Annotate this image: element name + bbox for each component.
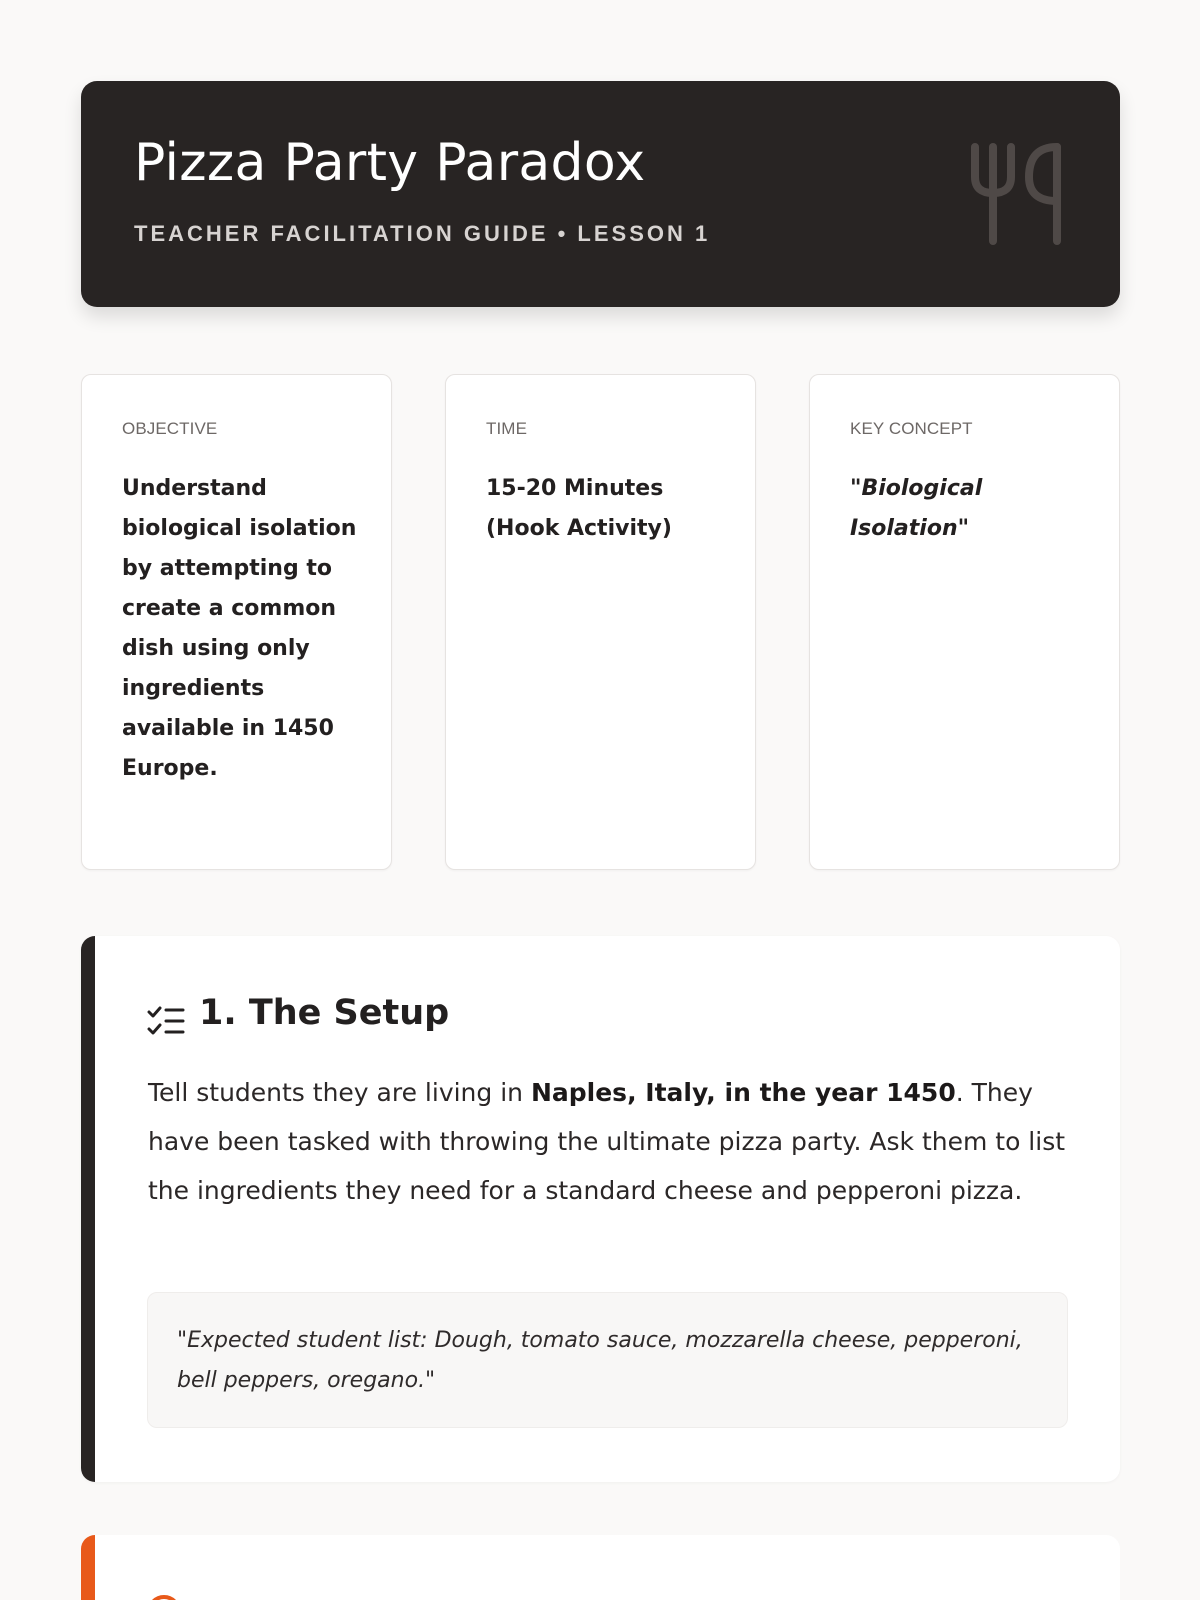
circle-icon (147, 1595, 181, 1600)
body-text-end: . They have been tasked with throwing the ultimate pizza party. Ask them to list the ingredients they need for a standard cheese and pepperoni pizza. (148, 1078, 1066, 1205)
section-accent-bar-orange (81, 1535, 95, 1600)
key-concept-card (809, 374, 1120, 870)
expected-answer-text: "Expected student list: Dough, tomato sauce, mozzarella cheese, pepperoni, bell peppers, oregano." (177, 1328, 1023, 1393)
page-subtitle: TEACHER FACILITATION GUIDE • LESSON 1 (134, 221, 711, 246)
setup-section (81, 936, 1120, 1482)
expected-answer-box (147, 1292, 1068, 1428)
time-card (445, 374, 756, 870)
lesson-header (81, 81, 1120, 307)
body-text-start: Tell students they are living in (148, 1078, 531, 1107)
key-concept-value: "Biological Isolation" (850, 476, 983, 541)
section-accent-bar (81, 936, 95, 1482)
next-section (81, 1535, 1120, 1600)
time-label: TIME (486, 419, 528, 438)
utensils-icon (967, 141, 1067, 247)
objective-card (81, 374, 392, 870)
section-body (148, 1068, 1068, 1215)
objective-value: Understand biological isolation by attempting to create a common dish using only ingredients available in 1450 Europe. (122, 476, 357, 781)
checklist-icon (147, 1004, 185, 1038)
key-concept-label: KEY CONCEPT (850, 419, 973, 438)
page-title: Pizza Party Paradox (134, 133, 646, 193)
time-value: 15-20 Minutes (Hook Activity) (486, 476, 672, 541)
section-heading: 1. The Setup (199, 993, 450, 1033)
body-highlight: Naples, Italy, in the year 1450 (530, 1078, 956, 1107)
objective-label: OBJECTIVE (122, 419, 218, 438)
